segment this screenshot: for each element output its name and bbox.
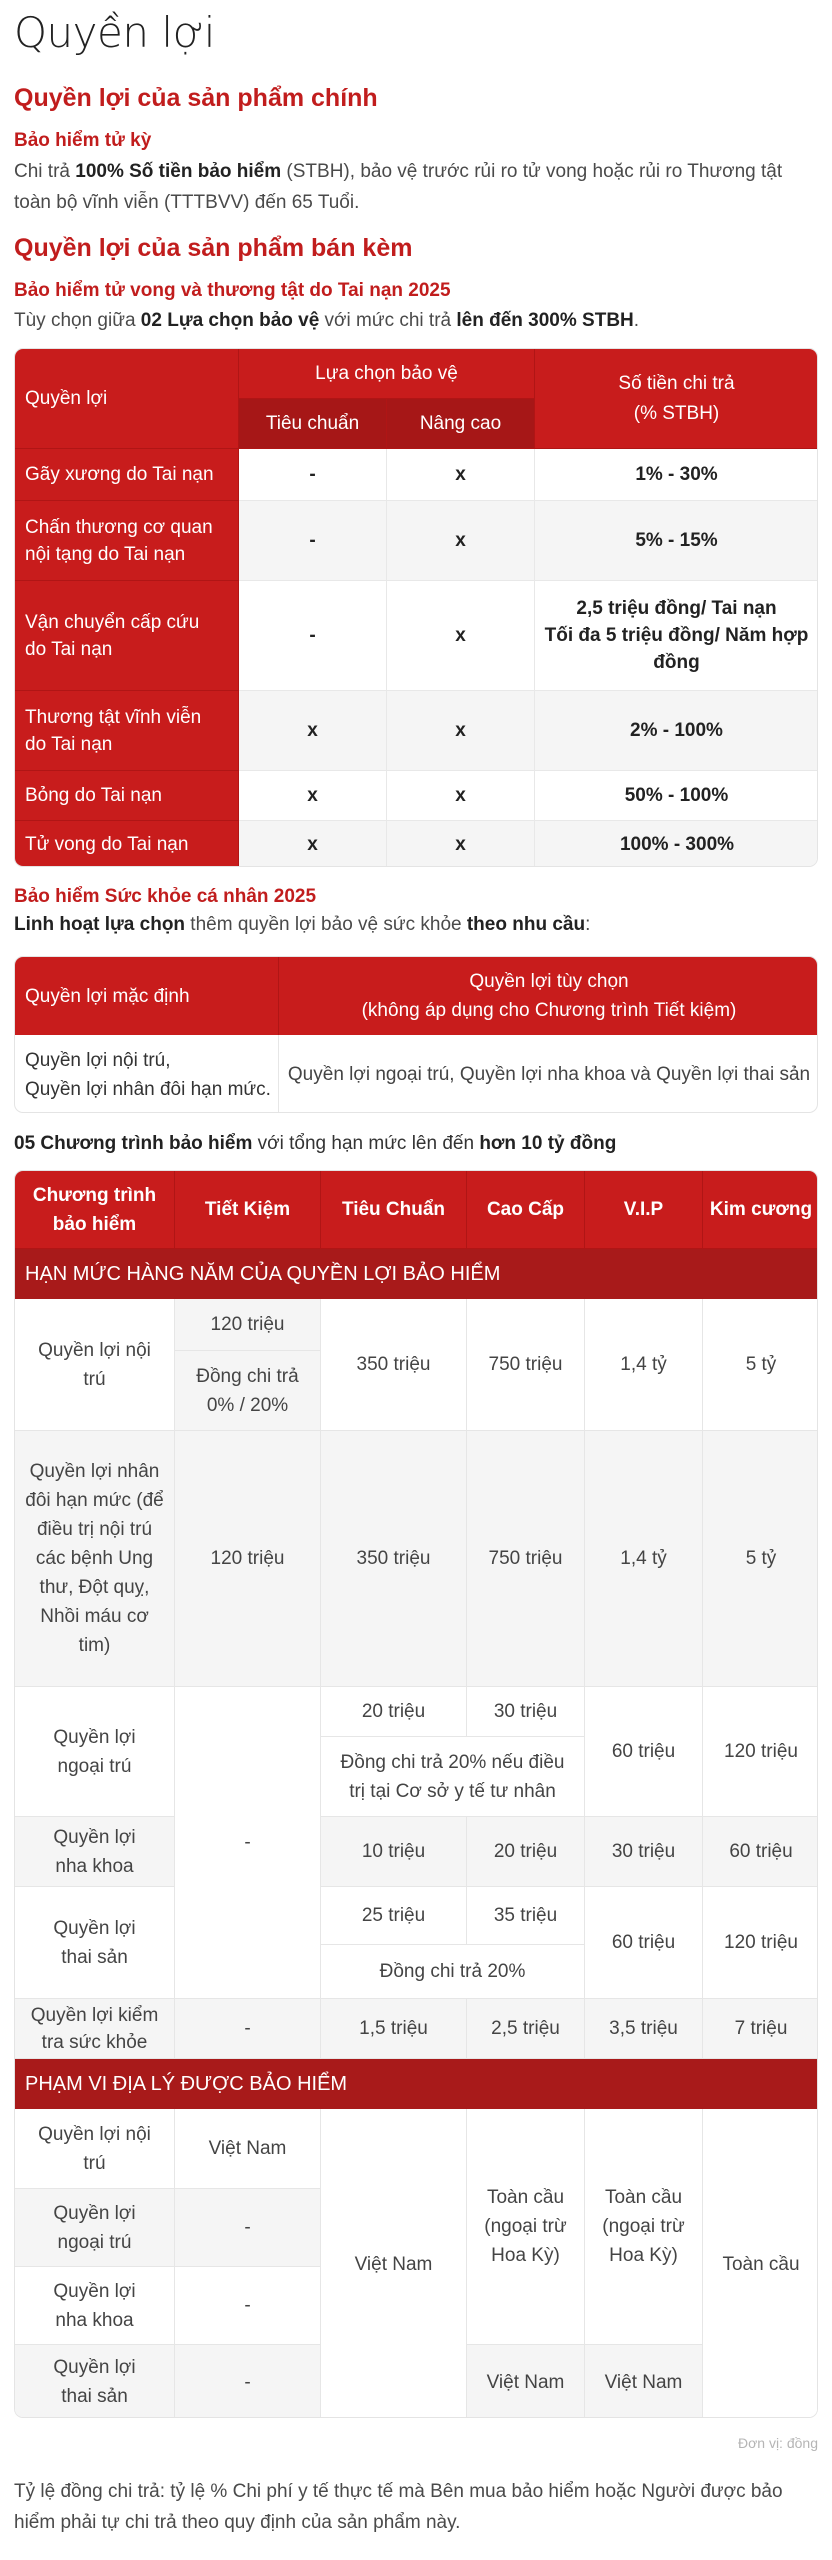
row-label-death: Tử vong do Tai nạn [15,821,239,867]
header-cao-cap: Cao Cấp [467,1171,585,1249]
term-insurance-desc: Chi trả 100% Số tiền bảo hiểm (STBH), bảo vệ trước rủi ro tử vong hoặc rủi ro Thương tật toàn bộ vĩnh viễn (TTTBVV) đến 65 Tuổi. [14,161,783,213]
cell-inpatient-tk: 120 triệu [175,1299,321,1351]
header-optional-benefits: Quyền lợi tùy chọn (không áp dụng cho Chương trình Tiết kiệm) [279,957,818,1035]
cell-outpatient-tc: 20 triệu [321,1687,467,1737]
cell-maternity-vip: 60 triệu [585,1887,703,1999]
cell-inpatient-kc: 5 tỷ [703,1299,818,1431]
header-advanced: Nâng cao [387,399,535,449]
cell-advanced: x [387,501,535,581]
cell-double-cc: 750 triệu [467,1431,585,1687]
cell-maternity-kc: 120 triệu [703,1887,818,1999]
cell-checkup-kc: 7 triệu [703,1999,818,2059]
page-title: Quyền lợi [14,8,215,57]
header-standard: Tiêu chuẩn [239,399,387,449]
geo-tk-outpatient: - [175,2189,321,2267]
cell-checkup-cc: 2,5 triệu [467,1999,585,2059]
row-label-dental: Quyền lợi nha khoa [15,1817,175,1887]
health-insurance-desc: Linh hoạt lựa chọn thêm quyền lợi bảo vệ sức khỏe theo nhu cầu: [14,914,591,935]
geo-label-inpatient: Quyền lợi nội trú [15,2109,175,2189]
cell-maternity-cc: 35 triệu [467,1887,585,1945]
cell-advanced: x [387,449,535,501]
section-geographic-scope: PHẠM VI ĐỊA LÝ ĐƯỢC BẢO HIỂM [15,2059,818,2109]
cell-dental-vip: 30 triệu [585,1817,703,1887]
cell-inpatient-tc: 350 triệu [321,1299,467,1431]
row-label-emergency-transport: Vận chuyển cấp cứu do Tai nạn [15,581,239,691]
cell-optional-benefits: Quyền lợi ngoại trú, Quyền lợi nha khoa và Quyền lợi thai sản [287,1064,811,1085]
header-tieu-chuan: Tiêu Chuẩn [321,1171,467,1249]
header-benefit: Quyền lợi [15,349,239,449]
row-label-double-limit: Quyền lợi nhân đôi hạn mức (để điều trị nội trú các bệnh Ung thư, Đột quỵ, Nhồi máu cơ tim) [15,1431,175,1687]
row-label-fracture: Gãy xương do Tai nạn [15,449,239,501]
cell-double-tc: 350 triệu [321,1431,467,1687]
geo-tc-all: Việt Nam [321,2109,467,2418]
cell-standard: x [239,771,387,821]
cell-advanced: x [387,771,535,821]
row-label-organ-injury: Chấn thương cơ quan nội tạng do Tai nạn [15,501,239,581]
cell-payout: 100% - 300% [535,821,818,867]
cell-double-tk: 120 triệu [175,1431,321,1687]
cell-payout: 1% - 30% [535,449,818,501]
geo-label-maternity: Quyền lợi thai sản [15,2345,175,2418]
row-label-permanent-disability: Thương tật vĩnh viễn do Tai nạn [15,691,239,771]
geo-vip-global: Toàn cầu (ngoại trừ Hoa Kỳ) [585,2109,703,2345]
row-label-burns: Bỏng do Tai nạn [15,771,239,821]
geo-label-outpatient: Quyền lợi ngoại trú [15,2189,175,2267]
cell-dental-kc: 60 triệu [703,1817,818,1887]
unit-note: Đơn vị: đồng [737,2435,818,2451]
accident-rider-title: Bảo hiểm tử vong và thương tật do Tai nạn 2025 [14,280,451,301]
cell-outpatient-vip: 60 triệu [585,1687,703,1817]
cell-inpatient-tk-copay: Đồng chi trả 0% / 20% [175,1351,321,1431]
cell-standard: - [239,449,387,501]
geo-tk-inpatient: Việt Nam [175,2109,321,2189]
cell-payout: 2% - 100% [535,691,818,771]
cell-dental-tc: 10 triệu [321,1817,467,1887]
cell-double-kc: 5 tỷ [703,1431,818,1687]
cell-standard: - [239,581,387,691]
cell-outpatient-kc: 120 triệu [703,1687,818,1817]
cell-standard: x [239,691,387,771]
cell-tk-optional-dash: - [175,1687,321,1999]
cell-dental-cc: 20 triệu [467,1817,585,1887]
cell-standard: x [239,821,387,867]
row-label-outpatient: Quyền lợi ngoại trú [15,1687,175,1817]
header-vip: V.I.P [585,1171,703,1249]
cell-payout: 50% - 100% [535,771,818,821]
geo-cc-maternity: Việt Nam [467,2345,585,2418]
cell-checkup-tc: 1,5 triệu [321,1999,467,2059]
header-payout: Số tiền chi trả (% STBH) [535,349,818,449]
cell-advanced: x [387,821,535,867]
cell-double-vip: 1,4 tỷ [585,1431,703,1687]
cell-payout: 2,5 triệu đồng/ Tai nạn Tối đa 5 triệu đồng/ Năm hợp đồng [535,581,818,691]
header-kim-cuong: Kim cương [703,1171,818,1249]
header-protection-options: Lựa chọn bảo vệ [239,349,535,399]
accident-rider-desc: Tùy chọn giữa 02 Lựa chọn bảo vệ với mức chi trả lên đến 300% STBH. [14,310,640,331]
health-benefit-options-table [14,956,818,1113]
accident-benefits-table [14,348,818,867]
rider-heading: Quyền lợi của sản phẩm bán kèm [14,234,413,262]
row-label-maternity: Quyền lợi thai sản [15,1887,175,1999]
cell-advanced: x [387,691,535,771]
cell-inpatient-vip: 1,4 tỷ [585,1299,703,1431]
cell-standard: - [239,501,387,581]
header-tiet-kiem: Tiết Kiệm [175,1171,321,1249]
section-annual-limits: HẠN MỨC HÀNG NĂM CỦA QUYỀN LỢI BẢO HIỂM [15,1249,818,1299]
geo-label-dental: Quyền lợi nha khoa [15,2267,175,2345]
main-product-heading: Quyền lợi của sản phẩm chính [14,84,378,112]
cell-advanced: x [387,581,535,691]
copay-definition-note: Tỷ lệ đồng chi trả: tỷ lệ % Chi phí y tế thực tế mà Bên mua bảo hiểm hoặc Người được bảo hiểm phải tự chi trả theo quy định của sản phẩm này. [14,2481,783,2533]
geo-tk-dental: - [175,2267,321,2345]
cell-default-benefits: Quyền lợi nội trú, Quyền lợi nhân đôi hạn mức. [15,1035,279,1113]
cell-checkup-vip: 3,5 triệu [585,1999,703,2059]
cell-payout: 5% - 15% [535,501,818,581]
cell-checkup-tk: - [175,1999,321,2059]
geo-tk-maternity: - [175,2345,321,2418]
cell-maternity-copay: Đồng chi trả 20% [321,1945,585,1999]
cell-maternity-tc: 25 triệu [321,1887,467,1945]
geo-kc-all: Toàn cầu [703,2109,818,2418]
geo-cc-global: Toàn cầu (ngoại trừ Hoa Kỳ) [467,2109,585,2345]
health-insurance-title: Bảo hiểm Sức khỏe cá nhân 2025 [14,886,317,907]
cell-outpatient-cc: 30 triệu [467,1687,585,1737]
header-default-benefits: Quyền lợi mặc định [15,957,279,1035]
cell-outpatient-copay: Đồng chi trả 20% nếu điều trị tại Cơ sở y tế tư nhân [321,1737,585,1817]
geo-vip-maternity: Việt Nam [585,2345,703,2418]
insurance-program-table [14,1170,818,2418]
row-label-checkup: Quyền lợi kiểm tra sức khỏe [15,1999,175,2059]
cell-inpatient-cc: 750 triệu [467,1299,585,1431]
programs-desc: 05 Chương trình bảo hiểm với tổng hạn mức lên đến hơn 10 tỷ đồng [14,1133,617,1154]
term-insurance-title: Bảo hiểm tử kỳ [14,130,152,151]
header-program: Chương trình bảo hiểm [15,1171,175,1249]
row-label-inpatient: Quyền lợi nội trú [15,1299,175,1431]
